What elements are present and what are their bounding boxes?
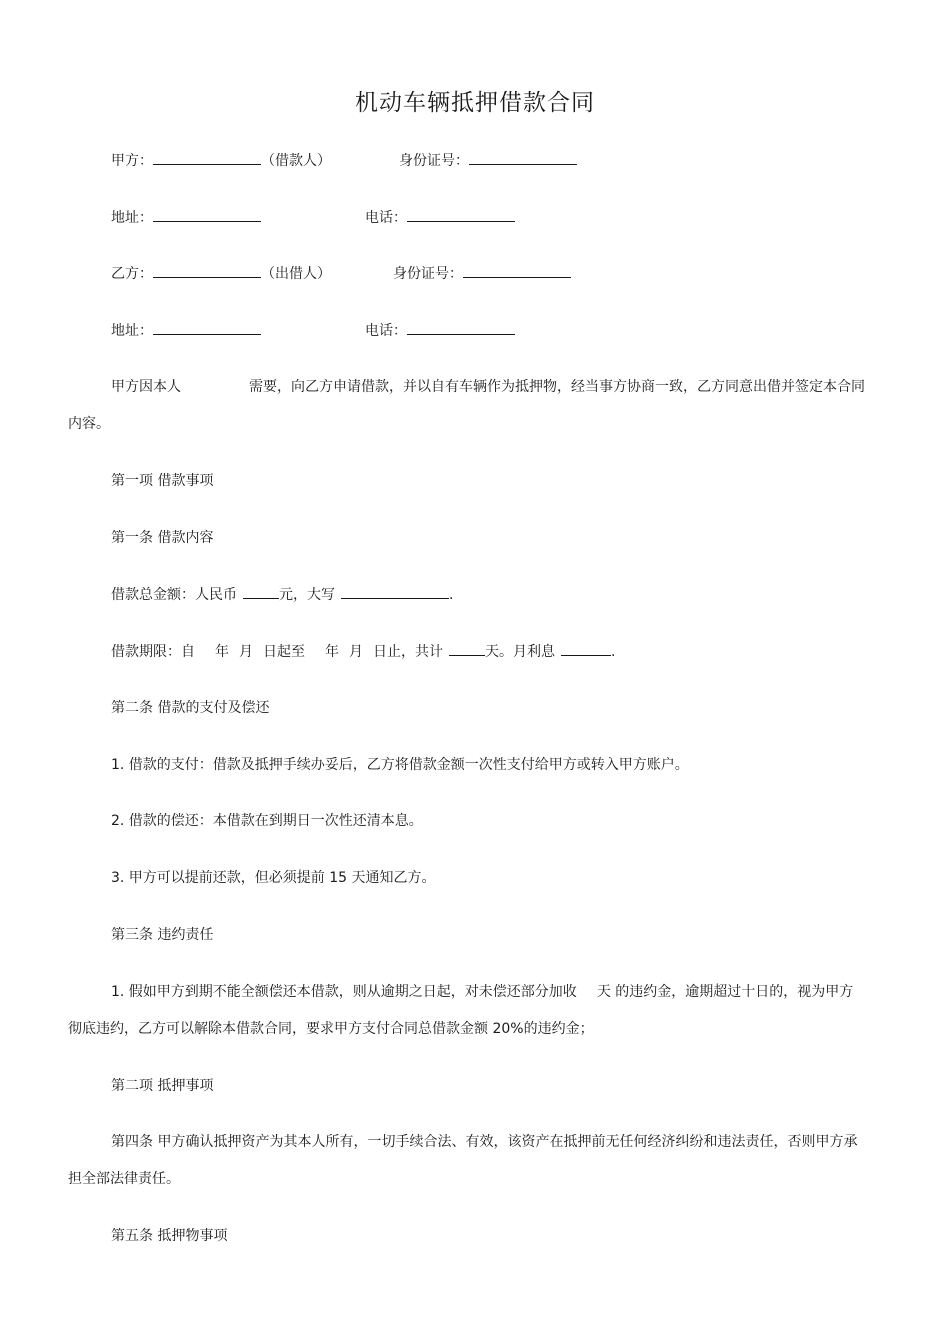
- loan-term-month-1: 月: [239, 644, 253, 660]
- party-b-label: 乙方：: [111, 266, 153, 282]
- loan-amount-line: [111, 584, 453, 605]
- intro-line-1: [111, 377, 865, 397]
- loan-term-line: [111, 641, 615, 662]
- section-2-heading: 第二项 抵押事项: [111, 1078, 214, 1094]
- loan-amount-prefix: 借款总金额：人民币: [111, 587, 237, 603]
- loan-term-day-2: 日止，共计: [373, 644, 443, 660]
- party-a-label: 甲方：: [111, 153, 153, 169]
- party-b-role: （出借人）: [261, 266, 331, 282]
- loan-term-month-2: 月: [349, 644, 363, 660]
- article-1-heading: 第一条 借款内容: [111, 530, 214, 546]
- party-a-id-label: 身份证号：: [399, 153, 469, 169]
- party-b-phone-blank[interactable]: [407, 320, 515, 335]
- document-title: 机动车辆抵押借款合同: [355, 90, 595, 116]
- party-b-address-line: [111, 320, 515, 341]
- party-b-phone-label: 电话：: [365, 323, 407, 339]
- payment-clause-1: 1. 借款的支付：借款及抵押手续办妥后，乙方将借款金额一次性支付给甲方或转入甲方账户。: [111, 757, 689, 773]
- party-b-address-label: 地址：: [111, 323, 153, 339]
- intro-line-2: 内容。: [68, 416, 110, 432]
- loan-term-year-1: 年: [215, 644, 229, 660]
- section-1-heading: 第一项 借款事项: [111, 473, 214, 489]
- party-a-id-blank[interactable]: [469, 150, 577, 165]
- loan-term-year-2: 年: [325, 644, 339, 660]
- party-a-address-blank[interactable]: [153, 207, 261, 222]
- payment-clause-2: 2. 借款的偿还：本借款在到期日一次性还清本息。: [111, 813, 423, 829]
- party-a-line: [111, 150, 577, 171]
- loan-amount-blank[interactable]: [243, 584, 279, 599]
- loan-term-days-blank[interactable]: [449, 641, 485, 656]
- party-b-address-blank[interactable]: [153, 320, 261, 335]
- party-b-line: [111, 263, 571, 284]
- intro-part-1: 甲方因本人: [111, 379, 181, 395]
- party-a-phone-blank[interactable]: [407, 207, 515, 222]
- article-4-line-1: 第四条 甲方确认抵押资产为其本人所有，一切手续合法、有效，该资产在抵押前无任何经济纠纷和违法责任，否则甲方承: [111, 1134, 858, 1150]
- payment-clause-3: 3. 甲方可以提前还款，但必须提前 15 天通知乙方。: [111, 870, 436, 886]
- article-2-heading: 第二条 借款的支付及偿还: [111, 700, 270, 716]
- intro-part-2: 需要，向乙方申请借款，并以自有车辆作为抵押物，经当事方协商一致，乙方同意出借并签定本合同: [249, 379, 865, 395]
- loan-term-days: 天。月利息: [485, 644, 555, 660]
- loan-term-day-1: 日起至: [263, 644, 305, 660]
- party-a-name-blank[interactable]: [153, 150, 261, 165]
- loan-amount-end: .: [449, 587, 454, 603]
- loan-amount-mid: 元，大写: [279, 587, 335, 603]
- party-a-role: （借款人）: [261, 153, 331, 169]
- party-b-id-blank[interactable]: [463, 263, 571, 278]
- article-3-heading: 第三条 违约责任: [111, 927, 214, 943]
- party-b-name-blank[interactable]: [153, 263, 261, 278]
- party-b-id-label: 身份证号：: [393, 266, 463, 282]
- breach-clause-line-2: 彻底违约，乙方可以解除本借款合同，要求甲方支付合同总借款金额 20%的违约金；: [68, 1021, 594, 1037]
- loan-term-end: .: [611, 644, 616, 660]
- breach-clause-part-1: 1. 假如甲方到期不能全额偿还本借款，则从逾期之日起，对未偿还部分加收: [111, 984, 577, 1000]
- article-5-heading: 第五条 抵押物事项: [111, 1228, 228, 1244]
- party-a-address-line: [111, 207, 515, 228]
- monthly-interest-blank[interactable]: [561, 641, 611, 656]
- breach-clause-line-1: [111, 982, 853, 1002]
- party-a-address-label: 地址：: [111, 210, 153, 226]
- article-4-line-2: 担全部法律责任。: [68, 1171, 180, 1187]
- loan-term-prefix: 借款期限：自: [111, 644, 195, 660]
- breach-clause-part-2: 天 的违约金，逾期超过十日的，视为甲方: [596, 984, 854, 1000]
- loan-amount-words-blank[interactable]: [341, 584, 449, 599]
- party-a-phone-label: 电话：: [365, 210, 407, 226]
